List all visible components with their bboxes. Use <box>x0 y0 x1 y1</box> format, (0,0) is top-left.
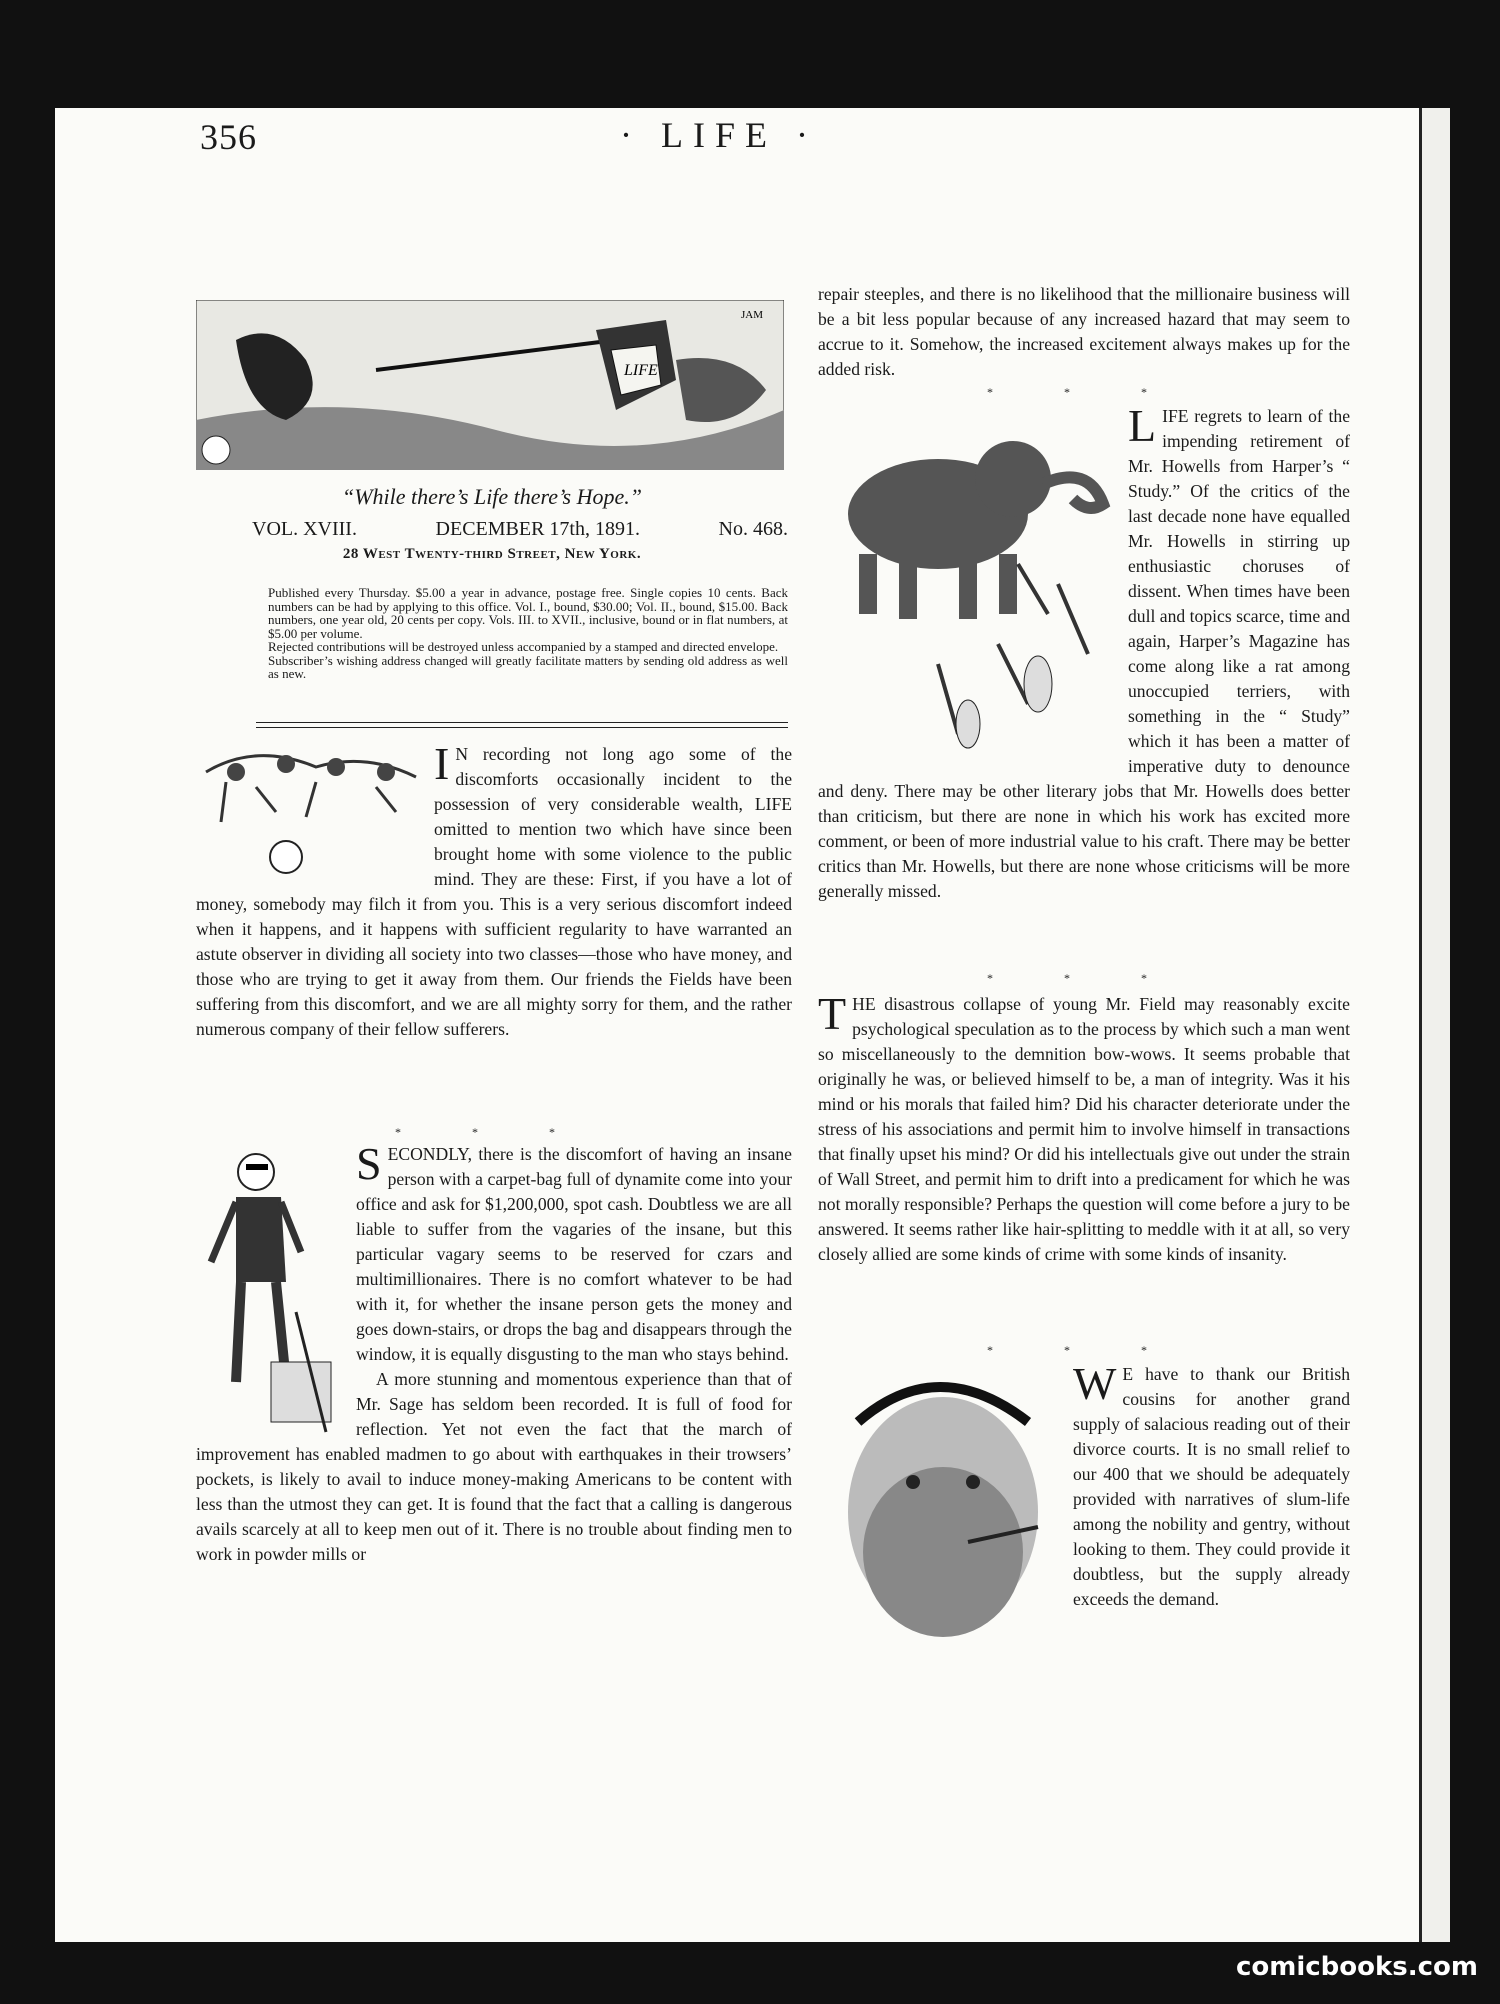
office-address: 28 West Twenty-third Street, New York. <box>342 546 642 562</box>
separator <box>818 380 1350 405</box>
article-1-paragraph-1: N recording not long ago some of the discomforts occasionally incident to the possession of very considerable wealth, LIFE omitted to mention two which have since been brought home with some violence to the public mind. They are these: First, if you have a lot of money, somebody may filch it from you. This is a very serious discomfort indeed when it happens, and it happens with sufficient regularity to have warranted an astute observer in dividing all society into two classes—those who have money, and those who are trying to get it away from them. Our friends the Fields have been suffering from this discomfort, and we are all mighty sorry for them, and the rather numerous company of their fellow sufferers. <box>196 744 792 1039</box>
article-2-paragraph-2: matter of imperative duty to denounce and deny. There may be other literary jobs that Mr. Howells does better than criticism, but there are none in which his work has excited more comment, or been of more industrial value to his craft. There may be better critics than Mr. Howells, but there are none whose criticisms will be more generally missed. <box>818 731 1350 901</box>
banner-signature: JAM <box>741 309 764 321</box>
shield-text: LIFE <box>624 362 658 379</box>
watermark: comicbooks.com <box>1235 1952 1478 1982</box>
dropcap: S <box>356 1138 382 1189</box>
article-3-paragraph: HE disastrous collapse of young Mr. Field may reasonably excite psychological speculation as to the process by which such a man went so miscellaneously to the demnition bow-wows. It seems probable that originally he was, or believed himself to be, a man of integrity. Was it his mind or his morals that failed him? Did his character deteriorate under the stress of his associations and permit him to involve himself in transactions that finally upset his mind? Or did his intellectuals give out under the strain of Wall Street, and permit him to drift into a predicament for which he was not morally responsible? Perhaps the question will come before a jury to be answered. It seems rather like hair-splitting to meddle with it at all, so very closely allied are some kinds of crime with some kinds of insanity. <box>818 994 1350 1264</box>
dropcap: T <box>818 988 847 1039</box>
article-4 <box>818 1358 1350 1652</box>
issue-number: No. 468. <box>718 518 788 540</box>
article-3 <box>818 988 1350 1267</box>
notice-subscription: Published every Thursday. $5.00 a year in advance, postage free. Single copies 10 cents. Back numbers can be had by applying to this office. Vol. I., bound, $30.00; Vol. II., bound, $15.00. Back numbers, one year old, 20 cents per copy. Vols. III. to XVII., inclusive, bound or in flat numbers, at $5.00 per volume. <box>268 585 788 641</box>
divider-rule <box>256 722 788 723</box>
article-1-body <box>196 738 792 1042</box>
article-3-body <box>818 988 1350 1267</box>
notice-contributions: Rejected contributions will be destroyed unless accompanied by a stamped and directed envelope. <box>268 639 779 654</box>
article-1 <box>196 738 792 1042</box>
banner-illustration <box>196 300 784 470</box>
article-1-body-2 <box>196 1138 792 1567</box>
article-1-continued <box>196 1138 792 1567</box>
notice-address-change: Subscriber’s wishing address changed will greatly facilitate matters by sending old address as well as new. <box>268 652 788 681</box>
article-2 <box>818 400 1350 904</box>
separator-stars: * * * <box>987 1343 1181 1357</box>
article-2-paragraph-1: IFE regrets to learn of the impending retirement of Mr. Howells from Harper’s “ Study.” Of the critics of the last decade none have equalled Mr. Howells in stirring up enthusiastic choruses of dissent. When times have been dull and topics scarce, time and again, Harper’s Magazine has come along like a rat among unoccupied terriers, with something in the “ Study” which it has been a <box>1128 406 1350 751</box>
volume-line <box>252 518 788 541</box>
page-number: 356 <box>200 117 257 157</box>
volume: VOL. XVIII. <box>252 518 357 540</box>
separator-stars: * * * <box>987 971 1181 985</box>
masthead: · LIFE · <box>620 115 818 155</box>
article-1-conclusion: repair steeples, and there is no likelihood that the millionaire business will be a bit less popular because of any increased hazard that may seem to accrue to it. Somehow, the increased excitement always makes up for the added risk. <box>818 284 1350 379</box>
dropcap: L <box>1128 400 1157 451</box>
dropcap: W <box>1073 1358 1117 1409</box>
dropcap: I <box>434 738 450 789</box>
page-gutter <box>1419 108 1450 1942</box>
issue-date: DECEMBER 17th, 1891. <box>435 518 640 540</box>
article-1-paragraph-2: ECONDLY, there is the discomfort of having an insane person with a carpet-bag full of dynamite come into your office and ask for $1,200,000, spot cash. Doubtless we are all liable to suffer from the vagaries of the insane, but this particular vagary seems to be reserved for czars and multimillionaires. There is no comfort whatever to be had with it, for whether the insane person gets the money and goes down-stairs, or drops the bag and disappears through the window, it is equally disgusting to the man who stays behind. <box>356 1144 792 1364</box>
publication-notice <box>268 586 788 681</box>
separator-stars: * * * <box>395 1125 589 1139</box>
motto: “While there’s Life there’s Hope.” <box>341 484 643 509</box>
divider-rule <box>256 727 788 728</box>
article-2-body <box>818 400 1350 904</box>
article-4-body <box>818 1358 1350 1612</box>
article-4-paragraph: E have to thank our British cousins for another grand supply of salacious reading out of their divorce courts. It is no small relief to our 400 that we should be adequately provided with narratives of slum-life among the nobility and gentry, without looking to them. They could provide it doubtless, but the supply already exceeds the demand. <box>1073 1364 1350 1609</box>
article-1-paragraph-3: A more stunning and momentous experience than that of Mr. Sage has seldom been recorded. It is full of food for reflection. Yet not even the fact that the march of improvement has enabled madmen to go about with earthquakes in their trowsers’ pockets, is likely to avail to induce money-making Americans to be content with less than the utmost they can get. It is found that the fact that a calling is dangerous avails scarcely at all to keep men out of it. There is no trouble about finding men to work in powder mills or <box>196 1369 792 1564</box>
separator-stars: * * * <box>987 385 1181 399</box>
separator <box>818 966 1350 991</box>
